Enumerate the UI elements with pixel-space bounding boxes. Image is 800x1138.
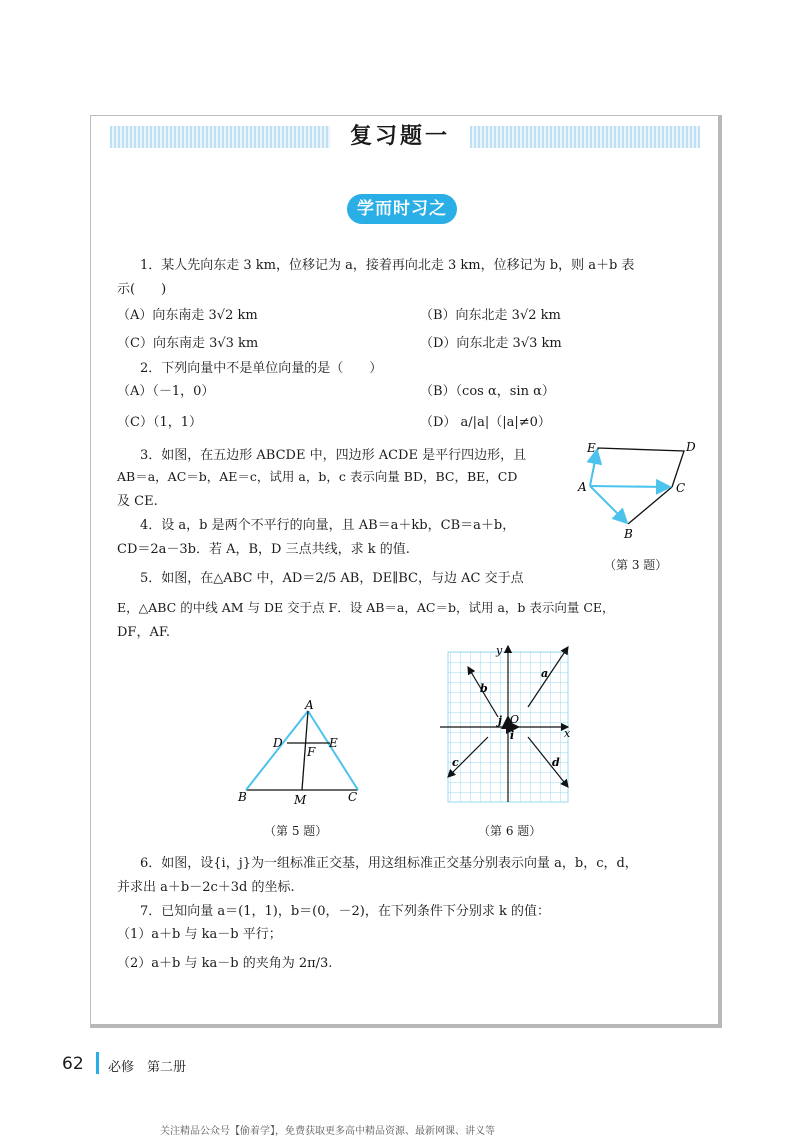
q4-line2: CD＝2a－3b．若 A，B，D 三点共线，求 k 的值. — [117, 542, 410, 557]
page-title: 复习题一 — [330, 118, 470, 156]
q2-option-a: （A）（－1，0） — [117, 384, 215, 399]
q4-line1: 4．设 a，b 是两个不平行的向量，且 AB＝a＋kb，CB＝a＋b， — [140, 518, 516, 533]
q2-option-b: （B）（cos α，sin α） — [420, 384, 555, 399]
fig3-label-a: A — [578, 480, 587, 494]
fig5-label-b: B — [238, 790, 247, 804]
q2-option-d: （D） a/|a|（|a|≠0） — [420, 415, 551, 430]
fig6-label-a: a — [541, 667, 549, 680]
q3-line1: 3．如图，在五边形 ABCDE 中，四边形 ACDE 是平行四边形，且 — [140, 448, 527, 463]
fig3-label-c: C — [676, 481, 686, 495]
q3-line3: 及 CE. — [117, 494, 158, 509]
q1-option-d: （D）向东北走 3√3 km — [420, 336, 562, 351]
fig5-label-a: A — [305, 698, 314, 712]
fig6-label-d: d — [552, 756, 560, 769]
fig5-label-m: M — [294, 793, 307, 807]
figure-5-caption: （第 5 题） — [264, 824, 328, 838]
q2-option-c: （C）（1，1） — [117, 415, 202, 430]
bottom-promo-note: 关注精品公众号【偷着学】，免费获取更多高中精品资源、最新网课、讲义等 — [160, 1126, 495, 1137]
fig6-label-y: y — [496, 644, 503, 657]
q1-option-b: （B）向东北走 3√2 km — [420, 308, 561, 323]
q1-line2: 示( ) — [117, 282, 167, 297]
q7-stem: 7．已知向量 a＝(1，1)，b＝(0，－2)，在下列条件下分别求 k 的值： — [140, 904, 550, 919]
q1-option-a: （A）向东南走 3√2 km — [117, 308, 258, 323]
fig6-label-i: i — [510, 729, 515, 742]
footer-accent-bar — [96, 1052, 99, 1074]
fig5-label-c: C — [348, 790, 358, 804]
q3-line2: AB＝a，AC＝b，AE＝c，试用 a，b，c 表示向量 BD，BC，BE，CD — [117, 469, 518, 484]
q1-option-c: （C）向东南走 3√3 km — [117, 336, 259, 351]
q5-line3: DF，AF. — [117, 625, 170, 640]
figure-5-triangle — [230, 697, 370, 809]
q6-line2: 并求出 a＋b－2c＋3d 的坐标. — [117, 880, 295, 895]
fig6-label-c: c — [452, 756, 459, 769]
fig3-label-e: E — [587, 441, 596, 455]
q5-line2: E，△ABC 的中线 AM 与 DE 交于点 F．设 AB＝a，AC＝b，试用 a，b 表示向量 CE， — [117, 600, 615, 615]
q2-stem: 2．下列向量中不是单位向量的是（ ） — [140, 361, 383, 376]
q7-part1: （1）a＋b 与 ka－b 平行； — [117, 927, 282, 942]
fig3-label-b: B — [624, 527, 633, 541]
figure-3-caption: （第 3 题） — [604, 558, 668, 572]
footer-book-title: 必修 第二册 — [108, 1060, 187, 1075]
q7-part2: （2）a＋b 与 ka－b 的夹角为 2π/3. — [117, 956, 333, 971]
fig6-label-o: O — [510, 713, 520, 726]
fig3-label-d: D — [686, 440, 696, 454]
q6-line1: 6．如图，设{i，j}为一组标准正交基，用这组标准正交基分别表示向量 a，b，c，d， — [140, 856, 638, 871]
q1-line1: 1．某人先向东走 3 km，位移记为 a，接着再向北走 3 km，位移记为 b，则 a＋b 表 — [140, 258, 635, 273]
q5-line1: 5．如图，在△ABC 中，AD＝2/5 AB，DE∥BC，与边 AC 交于点 — [140, 571, 524, 586]
figure-3-pentagon — [572, 436, 712, 552]
fig5-label-e: E — [329, 736, 338, 750]
fig6-label-b: b — [480, 682, 488, 695]
fig5-label-d: D — [273, 736, 283, 750]
figure-6-grid — [440, 642, 580, 807]
fig5-label-f: F — [307, 745, 316, 759]
figure-6-caption: （第 6 题） — [478, 824, 542, 838]
page-number: 62 — [62, 1054, 84, 1074]
fig6-label-j: j — [498, 714, 502, 727]
section-subtitle-badge: 学而时习之 — [347, 194, 457, 224]
fig6-label-x: x — [564, 727, 571, 740]
